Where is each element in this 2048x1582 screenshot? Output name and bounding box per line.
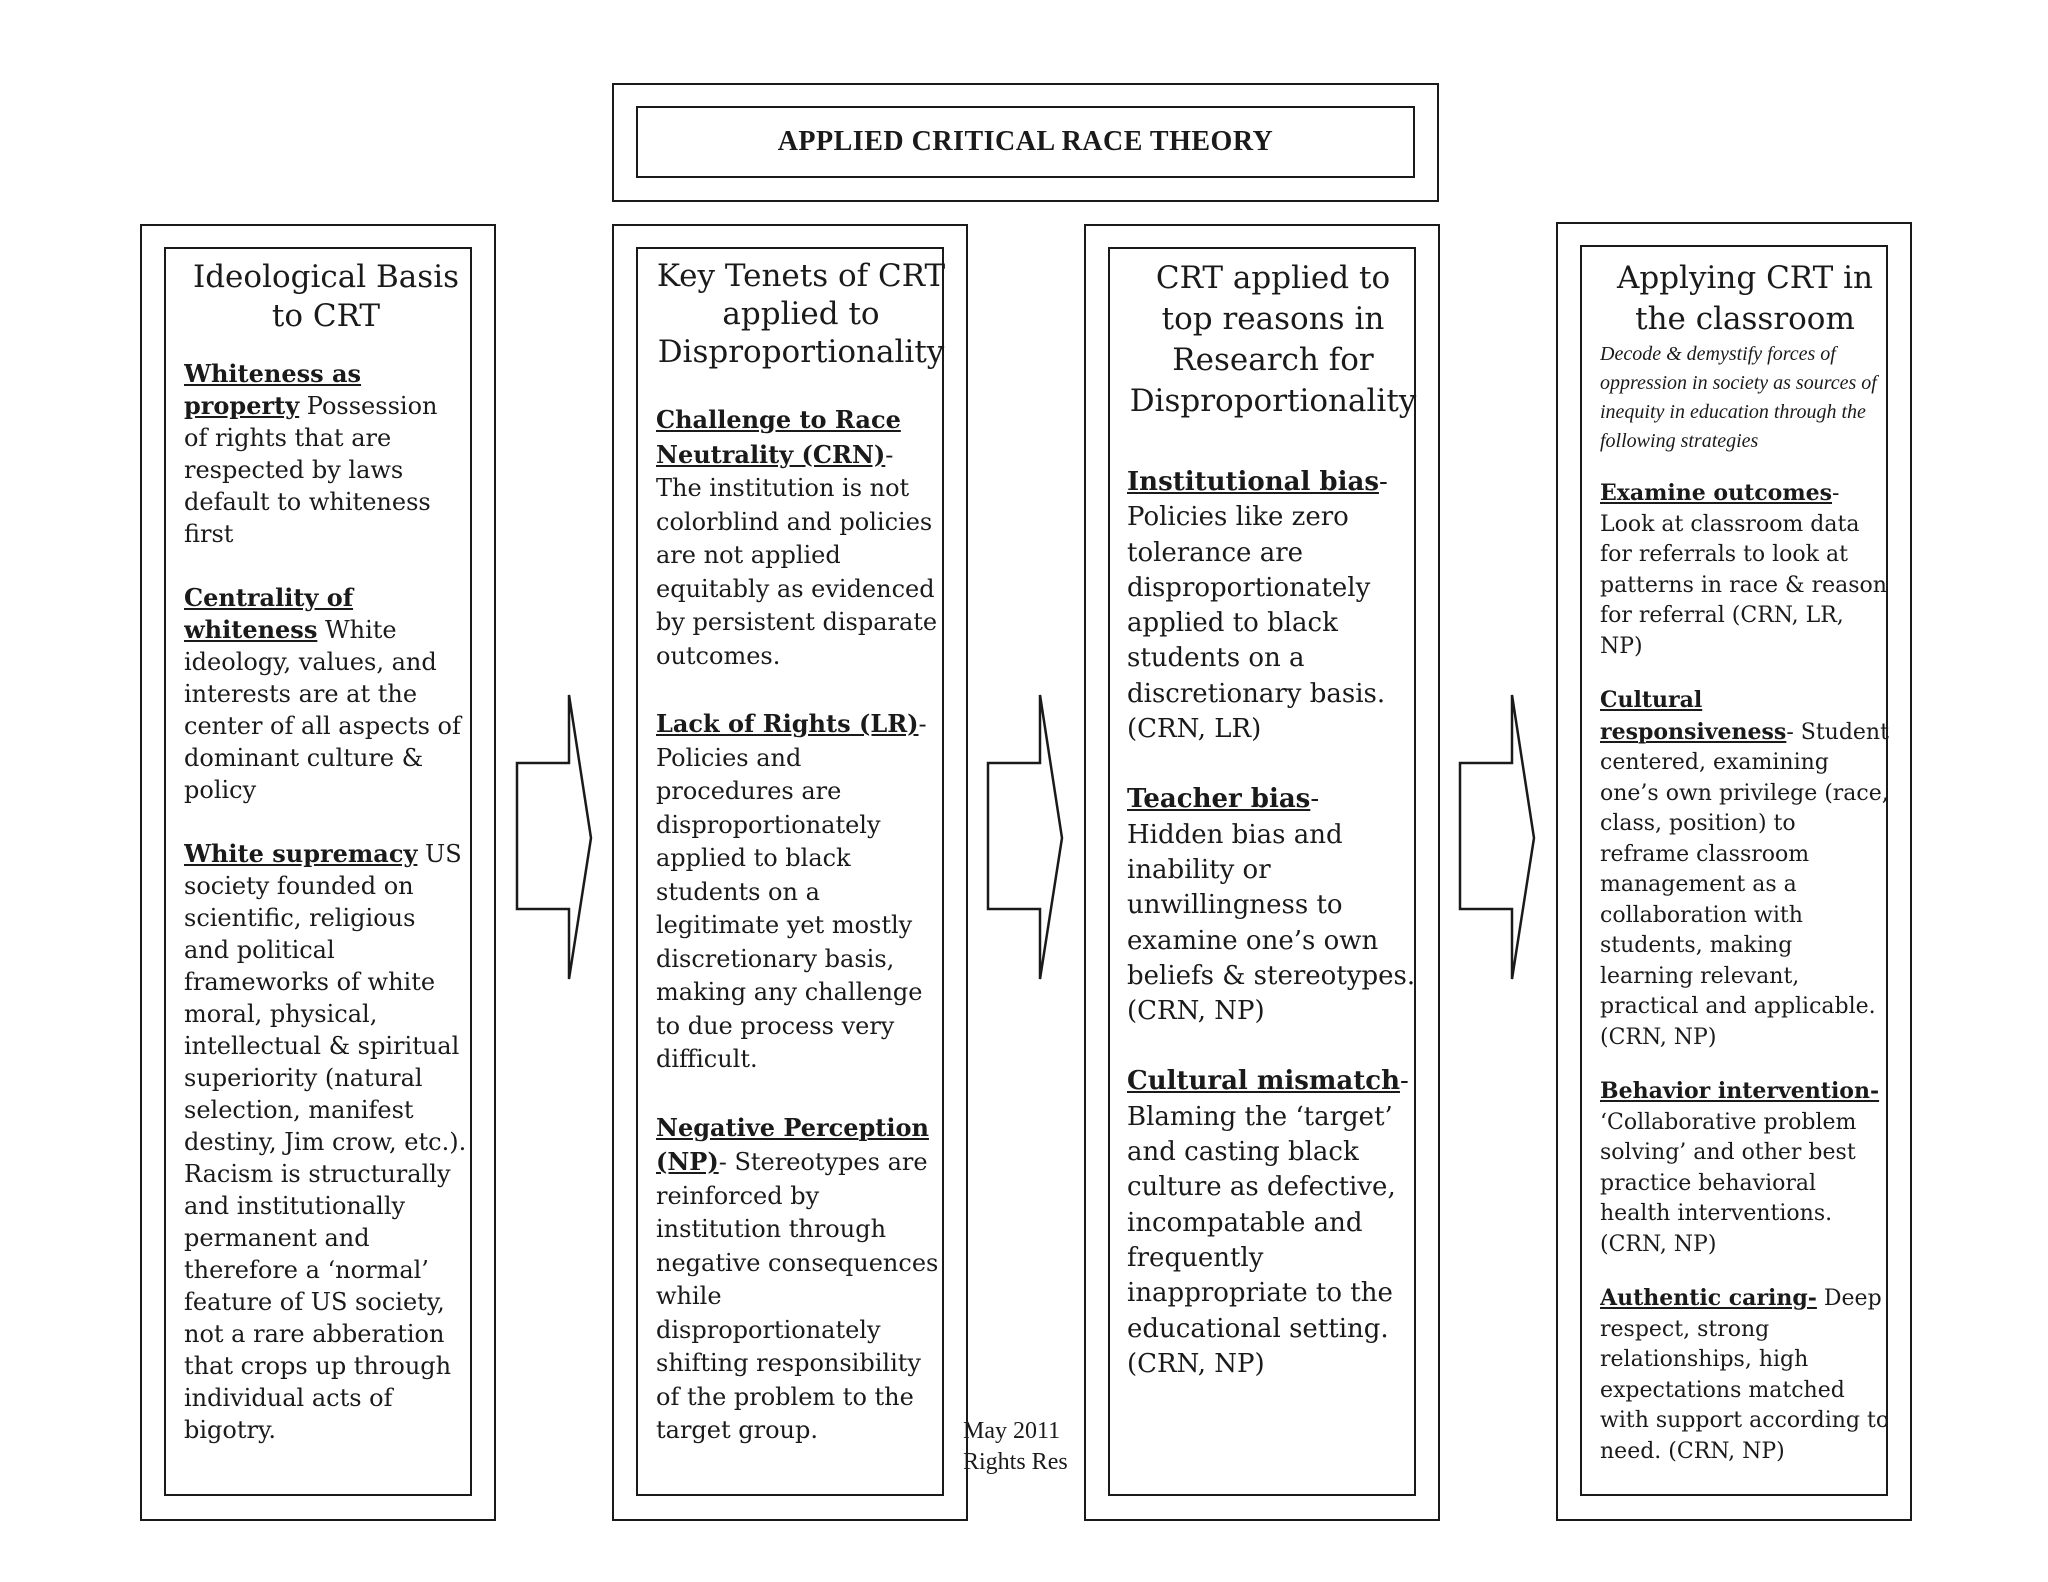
column-4-item-3-text: ‘Collaborative problem solving’ and other best practice behavioral health interventions. (CRN, NP)	[1600, 1109, 1857, 1257]
column-4-item-2-heading: Cultural responsiveness	[1600, 687, 1787, 745]
column-4-title: Applying CRT in the classroom	[1616, 260, 1873, 337]
column-4-item-3-heading: Behavior intervention-	[1600, 1078, 1880, 1104]
column-1-item-1-heading: Whiteness as property	[184, 359, 362, 420]
column-1-item-1	[184, 358, 468, 550]
column-2-content	[656, 257, 946, 1477]
column-3-item-1-heading: Institutional bias	[1127, 467, 1379, 497]
arrow-right-icon	[515, 693, 595, 983]
column-1-content	[184, 258, 468, 1478]
column-1-item-2-text: White ideology, values, and interests are at the center of all aspects of dominant culture & policy	[184, 616, 461, 804]
arrow-right-icon	[1458, 693, 1538, 983]
column-2-item-3-text: Stereotypes are reinforced by institution through negative consequences while disproportionately shifting responsibility of the problem to the target group.	[656, 1148, 939, 1444]
column-4-subtitle: Decode & demystify forces of oppression in society as sources of inequity in education through the following strategies	[1600, 343, 1877, 452]
column-1-item-3-heading: White supremacy	[184, 839, 418, 868]
column-3-item-2-heading: Teacher bias	[1127, 784, 1311, 815]
column-3-item-3-suffix: -	[1400, 1066, 1409, 1097]
column-2-item-2-suffix: -	[918, 710, 927, 738]
column-4-content	[1600, 258, 1890, 1478]
column-2-title: Key Tenets of CRT applied to Disproportionality	[656, 258, 946, 370]
column-2-item-3-suffix: -	[718, 1148, 727, 1176]
column-4-item-1-suffix: -	[1832, 481, 1840, 506]
column-3-content	[1127, 258, 1419, 1478]
column-2-item-1-text: The institution is not colorblind and policies are not applied equitably as evidenced by persistent disparate outcomes.	[656, 474, 938, 670]
title-inner-frame	[636, 106, 1415, 178]
column-4-item-1-text: Look at classroom data for referrals to look at patterns in race & reason for referral (CRN, LR, NP)	[1600, 511, 1887, 659]
column-2-item-1-heading: Challenge to Race Neutrality (CRN)	[656, 405, 901, 469]
title-outer-frame	[612, 83, 1439, 202]
column-3-title: CRT applied to top reasons in Research for Disproportionality	[1129, 260, 1417, 419]
diagram-title: APPLIED CRITICAL RACE THEORY	[777, 126, 1274, 157]
column-4-item-2	[1600, 685, 1890, 1053]
column-3-item-1	[1127, 465, 1419, 747]
column-2-item-2	[656, 707, 946, 1077]
rights-note: Rights Res	[963, 1449, 1068, 1475]
column-1-item-2	[184, 582, 468, 806]
arrow-right-icon	[986, 693, 1066, 983]
column-1-item-1-text: Possession of rights that are respected by laws default to whiteness first	[184, 392, 438, 548]
column-3-item-2-suffix: -	[1310, 784, 1320, 815]
column-4-item-2-text: Student centered, examining one’s own privilege (race, class, position) to reframe classroom management as a collaboration with students, making learning relevant, practical and applicable. (CRN, NP)	[1600, 719, 1889, 1050]
column-4-item-4	[1600, 1283, 1890, 1467]
column-3-item-2-text: Hidden bias and inability or unwillingness to examine one’s own beliefs & stereotypes. (CRN, NP)	[1127, 819, 1416, 1027]
column-3-item-1-suffix: -	[1378, 467, 1388, 497]
date-note: May 2011	[963, 1418, 1061, 1444]
column-1-item-3	[184, 838, 468, 1446]
column-3-item-2	[1127, 782, 1419, 1029]
column-4-item-4-text: Deep respect, strong relationships, high expectations matched with support according to need. (CRN, NP)	[1600, 1286, 1890, 1464]
column-1-title: Ideological Basis to CRT	[192, 259, 460, 334]
column-2-item-2-text: Policies and procedures are disproportionately applied to black students on a legitimate yet mostly discretionary basis, making any challenge to due process very difficult.	[656, 743, 923, 1073]
column-1-item-3-text: US society founded on scientific, religious and political frameworks of white moral, physical, intellectual & spiritual superiority (natural selection, manifest destiny, Jim crow, etc.). Racism is structurally and institutionally permanent and therefore a ‘normal’ feature of US society, not a rare abberation that crops up through individual acts of bigotry.	[184, 840, 467, 1444]
column-4-item-4-heading: Authentic caring-	[1600, 1285, 1817, 1311]
column-3-item-3-heading: Cultural mismatch	[1127, 1066, 1400, 1097]
column-1-item-2-heading: Centrality of whiteness	[184, 583, 354, 644]
column-3-item-3-text: Blaming the ‘target’ and casting black culture as defective, incompatable and frequently inappropriate to the educational setting. (CRN, NP)	[1127, 1101, 1396, 1379]
column-2-item-2-heading: Lack of Rights (LR)	[656, 709, 919, 738]
column-2-item-3	[656, 1111, 946, 1448]
column-4-item-1-heading: Examine outcomes	[1600, 480, 1832, 506]
column-2-item-1	[656, 403, 946, 673]
column-2-item-1-suffix: -	[885, 440, 894, 469]
column-3-item-3	[1127, 1064, 1419, 1382]
column-2-item-3-heading: Negative Perception (NP)	[656, 1112, 929, 1176]
column-4-item-1	[1600, 478, 1890, 662]
column-3-item-1-text: Policies like zero tolerance are disproportionately applied to black students on a discretionary basis. (CRN, LR)	[1127, 502, 1386, 745]
column-4-item-3	[1600, 1076, 1890, 1260]
column-4-item-2-suffix: -	[1786, 719, 1794, 745]
